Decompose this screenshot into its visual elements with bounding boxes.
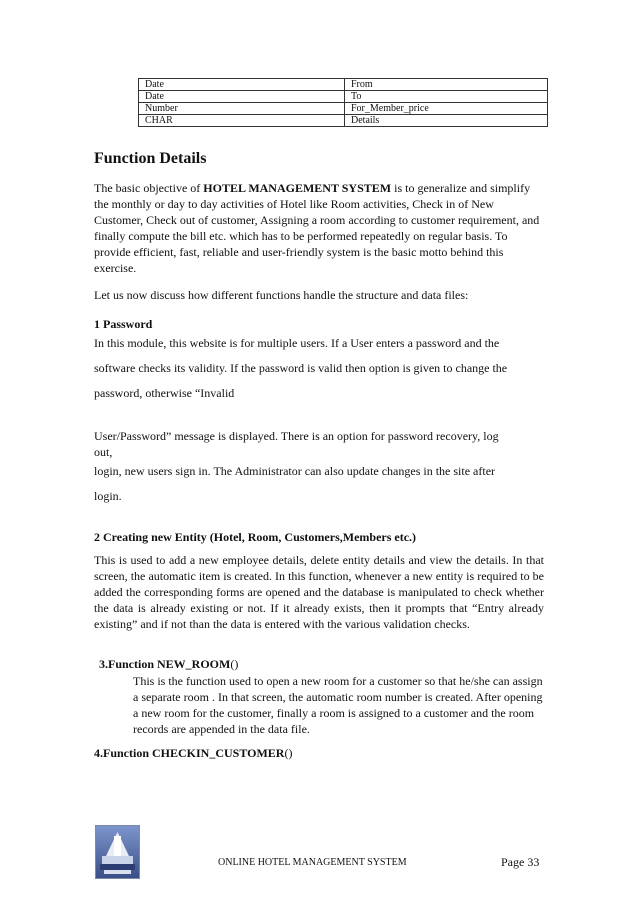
password-line: software checks its validity. If the password is valid then option is given to change the bbox=[94, 361, 508, 375]
table-cell: From bbox=[345, 79, 548, 91]
entity-heading: 2 Creating new Entity (Hotel, Room, Customers,Members etc.) bbox=[94, 530, 417, 544]
password-line: login. bbox=[94, 489, 122, 503]
data-type-table bbox=[138, 78, 548, 127]
checkin-heading-paren: () bbox=[284, 746, 293, 760]
table-row bbox=[139, 103, 548, 115]
footer-title: ONLINE HOTEL MANAGEMENT SYSTEM bbox=[218, 857, 407, 868]
table-cell: CHAR bbox=[139, 115, 345, 127]
intro-text: The basic objective of bbox=[94, 181, 204, 195]
intro-bold-text: HOTEL MANAGEMENT SYSTEM bbox=[203, 181, 392, 195]
table-cell: To bbox=[345, 91, 548, 103]
table-row bbox=[139, 79, 548, 91]
table-row bbox=[139, 115, 548, 127]
password-line: out, bbox=[94, 445, 113, 459]
college-logo-icon bbox=[95, 825, 140, 879]
checkin-heading-bold: 4.Function CHECKIN_CUSTOMER bbox=[94, 746, 285, 760]
table-cell: Date bbox=[139, 79, 345, 91]
intro-paragraph bbox=[94, 180, 544, 276]
new-room-heading bbox=[99, 657, 238, 672]
table-cell: Number bbox=[139, 103, 345, 115]
new-room-paragraph: This is the function used to open a new room for a customer so that he/she can assign a separate room . In that screen, the automatic room number is created. After opening a new room for the customer, finally a room is assigned to a customer and the room records are appended in the data file. bbox=[133, 674, 543, 736]
table-cell: For_Member_price bbox=[345, 103, 548, 115]
table-row bbox=[139, 91, 548, 103]
password-line: In this module, this website is for multiple users. If a User enters a password and the bbox=[94, 336, 500, 350]
intro-text: is to generalize and simplify the monthly or day to day activities of Hotel like Room activities, Check in of New Customer, Check out of customer, Assigning a room according to customer requirement, and finally compute the bill etc. which has to be performed repeatedly on regular basis. To provide efficient, fast, reliable and user-friendly system is the basic motto behind this exercise. bbox=[94, 181, 540, 275]
section-title: Function Details bbox=[94, 150, 207, 167]
entity-paragraph: This is used to add a new employee details, delete entity details and view the details. In that screen, the automatic item is created. In this function, whenever a new entity is required to be added the corresponding forms are opened and the database is manipulated to check whether the data is already existing or not. If it already exists, then it prompts that “Entry already existing” and if not than the data is entered with the various validation checks. bbox=[94, 553, 544, 631]
password-line: User/Password” message is displayed. There is an option for password recovery, log bbox=[94, 429, 499, 443]
password-line: password, otherwise “Invalid bbox=[94, 386, 235, 400]
discuss-paragraph: Let us now discuss how different functions handle the structure and data files: bbox=[94, 288, 469, 302]
password-line: login, new users sign in. The Administrator can also update changes in the site after bbox=[94, 464, 496, 478]
college-building-icon bbox=[96, 826, 139, 878]
new-room-heading-bold: 3.Function NEW_ROOM bbox=[99, 657, 231, 671]
page-number: Page 33 bbox=[501, 855, 540, 869]
new-room-heading-paren: () bbox=[230, 657, 239, 671]
table-cell: Date bbox=[139, 91, 345, 103]
checkin-heading bbox=[94, 746, 292, 761]
password-heading: 1 Password bbox=[94, 317, 153, 331]
table-cell: Details bbox=[345, 115, 548, 127]
